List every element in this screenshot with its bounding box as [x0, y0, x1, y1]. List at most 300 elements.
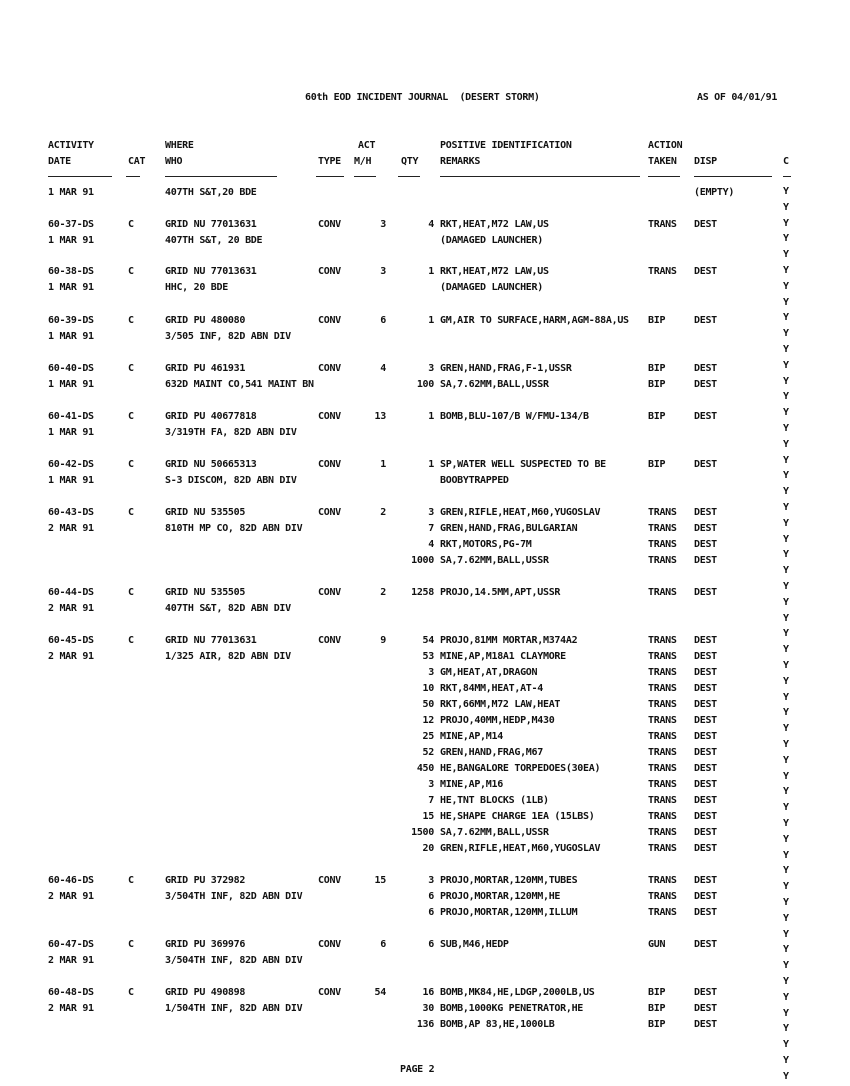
- disposition: DEST: [694, 763, 717, 774]
- item-quantity: 54: [422, 635, 434, 646]
- item-description: BOMB,BLU-107/B W/FMU-134/B: [440, 411, 589, 422]
- man-hours: 15: [374, 875, 386, 886]
- confirmation-mark: Y: [783, 849, 789, 861]
- category: C: [128, 987, 134, 998]
- grid-location: GRID PU 490898: [165, 987, 246, 998]
- item-description: RKT,MOTORS,PG-7M: [440, 539, 532, 550]
- item-description: GREN,HAND,FRAG,F-1,USSR: [440, 363, 572, 374]
- activity-id: 60-46-DS: [48, 875, 94, 886]
- confirmation-mark: Y: [783, 786, 789, 798]
- category: C: [128, 411, 134, 422]
- item-description: HE,SHAPE CHARGE 1EA (15LBS): [440, 811, 595, 822]
- col-act: ACT: [358, 140, 376, 151]
- confirmation-mark: Y: [783, 865, 789, 877]
- item-description: RKT,HEAT,M72 LAW,US: [440, 219, 549, 230]
- item-quantity: 16: [422, 987, 434, 998]
- incident-type: CONV: [318, 411, 341, 422]
- disposition: DEST: [694, 731, 717, 742]
- confirmation-mark: Y: [783, 644, 789, 656]
- activity-id: 60-48-DS: [48, 987, 94, 998]
- action-taken: TRANS: [648, 635, 677, 646]
- activity-date: 1 MAR 91: [48, 235, 94, 246]
- item-description: HE,BANGALORE TORPEDOES(30EA): [440, 763, 601, 774]
- action-taken: TRANS: [648, 747, 677, 758]
- item-quantity: 30: [422, 1003, 434, 1014]
- rule: [440, 176, 640, 177]
- activity-date: 1 MAR 91: [48, 427, 94, 438]
- action-taken: TRANS: [648, 763, 677, 774]
- incident-type: CONV: [318, 987, 341, 998]
- incident-type: CONV: [318, 875, 341, 886]
- action-taken: BIP: [648, 411, 666, 422]
- item-description: GREN,RIFLE,HEAT,M60,YUGOSLAV: [440, 843, 601, 854]
- item-description: PROJO,81MM MORTAR,M374A2: [440, 635, 578, 646]
- item-quantity: 6: [428, 907, 434, 918]
- item-quantity: 20: [422, 843, 434, 854]
- incident-type: CONV: [318, 635, 341, 646]
- activity-id: 60-44-DS: [48, 587, 94, 598]
- action-taken: TRANS: [648, 523, 677, 534]
- man-hours: 1: [380, 459, 386, 470]
- disposition: DEST: [694, 715, 717, 726]
- confirmation-mark: Y: [783, 359, 789, 371]
- unit-who: 632D MAINT CO,541 MAINT BN: [165, 379, 314, 390]
- disposition: (EMPTY): [694, 187, 735, 198]
- item-quantity: 1258: [411, 587, 434, 598]
- activity-date: 2 MAR 91: [48, 1003, 94, 1014]
- activity-date: 1 MAR 91: [48, 475, 94, 486]
- activity-id: 60-40-DS: [48, 363, 94, 374]
- grid-location: GRID NU 50665313: [165, 459, 257, 470]
- unit-who: 407TH S&T, 82D ABN DIV: [165, 603, 291, 614]
- item-quantity: 136: [416, 1019, 434, 1030]
- action-taken: BIP: [648, 315, 666, 326]
- confirmation-mark: Y: [783, 754, 789, 766]
- category: C: [128, 875, 134, 886]
- unit-who: 407TH S&T, 20 BDE: [165, 235, 263, 246]
- disposition: DEST: [694, 507, 717, 518]
- item-description: RKT,HEAT,M72 LAW,US: [440, 266, 549, 277]
- disposition: DEST: [694, 683, 717, 694]
- item-description: PROJO,MORTAR,120MM,ILLUM: [440, 907, 578, 918]
- grid-location: GRID NU 535505: [165, 587, 246, 598]
- confirmation-mark: Y: [783, 723, 789, 735]
- action-taken: BIP: [648, 987, 666, 998]
- item-quantity: 6: [428, 939, 434, 950]
- item-quantity: 25: [422, 731, 434, 742]
- item-quantity: 7: [428, 795, 434, 806]
- unit-who: 3/505 INF, 82D ABN DIV: [165, 331, 291, 342]
- confirmation-mark: Y: [783, 265, 789, 276]
- item-description: SA,7.62MM,BALL,USSR: [440, 827, 549, 838]
- activity-id: 60-37-DS: [48, 219, 94, 230]
- action-taken: TRANS: [648, 651, 677, 662]
- confirmation-mark: Y: [783, 818, 789, 829]
- activity-id: 60-41-DS: [48, 411, 94, 422]
- item-description: PROJO,MORTAR,120MM,HE: [440, 891, 561, 902]
- action-taken: TRANS: [648, 555, 677, 566]
- unit-who: HHC, 20 BDE: [165, 282, 228, 293]
- action-taken: TRANS: [648, 715, 677, 726]
- disposition: DEST: [694, 459, 717, 470]
- confirmation-mark: Y: [783, 438, 789, 450]
- disposition: DEST: [694, 651, 717, 662]
- item-quantity: 3: [428, 875, 434, 886]
- col-activity: ACTIVITY: [48, 140, 94, 151]
- action-taken: TRANS: [648, 667, 677, 678]
- confirmation-mark: Y: [783, 944, 789, 956]
- item-quantity: 1: [428, 411, 434, 422]
- confirmation-mark: Y: [783, 1007, 789, 1019]
- item-quantity: 3: [428, 667, 434, 678]
- item-quantity: 4: [428, 219, 434, 230]
- action-taken: TRANS: [648, 266, 677, 277]
- action-taken: TRANS: [648, 539, 677, 550]
- grid-location: GRID PU 372982: [165, 875, 246, 886]
- page-title: 60th EOD INCIDENT JOURNAL (DESERT STORM): [305, 92, 540, 103]
- item-description: GREN,RIFLE,HEAT,M60,YUGOSLAV: [440, 507, 601, 518]
- item-description: BOMB,AP 83,HE,1000LB: [440, 1019, 555, 1030]
- man-hours: 2: [380, 587, 386, 598]
- action-taken: TRANS: [648, 907, 677, 918]
- confirmation-mark: Y: [783, 1055, 789, 1066]
- col-date: DATE: [48, 156, 71, 167]
- item-description: GREN,HAND,FRAG,M67: [440, 747, 543, 758]
- confirmation-mark: Y: [783, 707, 789, 719]
- item-quantity: 3: [428, 507, 434, 518]
- category: C: [128, 939, 134, 950]
- confirmation-mark: Y: [783, 423, 789, 434]
- item-description: HE,TNT BLOCKS (1LB): [440, 795, 549, 806]
- disposition: DEST: [694, 379, 717, 390]
- confirmation-mark: Y: [783, 533, 789, 545]
- man-hours: 6: [380, 315, 386, 326]
- confirmation-mark: Y: [783, 691, 789, 703]
- category: C: [128, 507, 134, 518]
- confirmation-mark: Y: [783, 565, 789, 577]
- grid-location: GRID NU 77013631: [165, 266, 257, 277]
- item-description: GM,HEAT,AT,DRAGON: [440, 667, 538, 678]
- confirmation-mark: Y: [783, 344, 789, 355]
- grid-location: GRID NU 535505: [165, 507, 246, 518]
- confirmation-mark: Y: [783, 881, 789, 893]
- confirmation-mark: Y: [783, 675, 789, 687]
- action-taken: TRANS: [648, 683, 677, 694]
- grid-location: 407TH S&T,20 BDE: [165, 187, 257, 198]
- confirmation-mark: Y: [783, 312, 789, 324]
- category: C: [128, 363, 134, 374]
- item-description: PROJO,14.5MM,APT,USSR: [440, 587, 561, 598]
- item-quantity: 53: [422, 651, 434, 662]
- item-quantity: 3: [428, 779, 434, 790]
- disposition: DEST: [694, 635, 717, 646]
- item-quantity: 10: [422, 683, 434, 694]
- col-mh: M/H: [354, 156, 372, 167]
- item-description: MINE,AP,M14: [440, 731, 503, 742]
- confirmation-mark: Y: [783, 296, 789, 308]
- unit-who: 810TH MP CO, 82D ABN DIV: [165, 523, 303, 534]
- disposition: DEST: [694, 1003, 717, 1014]
- confirmation-mark: Y: [783, 233, 789, 245]
- confirmation-mark: Y: [783, 502, 789, 513]
- action-taken: TRANS: [648, 795, 677, 806]
- item-description: SUB,M46,HEDP: [440, 939, 509, 950]
- activity-date: 1 MAR 91: [48, 187, 94, 198]
- rule: [694, 176, 772, 177]
- category: C: [128, 635, 134, 646]
- disposition: DEST: [694, 219, 717, 230]
- item-description: PROJO,MORTAR,120MM,TUBES: [440, 875, 578, 886]
- action-taken: TRANS: [648, 843, 677, 854]
- item-quantity: 7: [428, 523, 434, 534]
- man-hours: 6: [380, 939, 386, 950]
- incident-type: CONV: [318, 507, 341, 518]
- confirmation-mark: Y: [783, 596, 789, 608]
- col-taken: TAKEN: [648, 156, 677, 167]
- item-description: GREN,HAND,FRAG,BULGARIAN: [440, 523, 578, 534]
- activity-date: 1 MAR 91: [48, 282, 94, 293]
- rule: [165, 176, 277, 177]
- confirmation-mark: Y: [783, 391, 789, 403]
- incident-type: CONV: [318, 459, 341, 470]
- action-taken: TRANS: [648, 587, 677, 598]
- disposition: DEST: [694, 266, 717, 277]
- category: C: [128, 459, 134, 470]
- unit-who: 3/319TH FA, 82D ABN DIV: [165, 427, 297, 438]
- action-taken: TRANS: [648, 731, 677, 742]
- grid-location: GRID NU 77013631: [165, 635, 257, 646]
- grid-location: GRID PU 461931: [165, 363, 246, 374]
- item-quantity: 1: [428, 315, 434, 326]
- grid-location: GRID PU 369976: [165, 939, 246, 950]
- col-remarks: REMARKS: [440, 156, 481, 167]
- item-quantity: 4: [428, 539, 434, 550]
- disposition: DEST: [694, 363, 717, 374]
- man-hours: 4: [380, 363, 386, 374]
- confirmation-mark: Y: [783, 833, 789, 845]
- disposition: DEST: [694, 315, 717, 326]
- disposition: DEST: [694, 843, 717, 854]
- action-taken: BIP: [648, 379, 666, 390]
- category: C: [128, 266, 134, 277]
- disposition: DEST: [694, 827, 717, 838]
- rule: [48, 176, 112, 177]
- confirmation-mark: Y: [783, 249, 789, 261]
- activity-id: 60-42-DS: [48, 459, 94, 470]
- col-type: TYPE: [318, 156, 341, 167]
- action-taken: BIP: [648, 1019, 666, 1030]
- disposition: DEST: [694, 891, 717, 902]
- action-taken: TRANS: [648, 779, 677, 790]
- item-description: (DAMAGED LAUNCHER): [440, 282, 543, 293]
- activity-id: 60-45-DS: [48, 635, 94, 646]
- item-quantity: 6: [428, 891, 434, 902]
- action-taken: TRANS: [648, 219, 677, 230]
- disposition: DEST: [694, 699, 717, 710]
- item-description: RKT,66MM,M72 LAW,HEAT: [440, 699, 561, 710]
- action-taken: TRANS: [648, 827, 677, 838]
- incident-type: CONV: [318, 266, 341, 277]
- disposition: DEST: [694, 779, 717, 790]
- disposition: DEST: [694, 587, 717, 598]
- item-quantity: 1500: [411, 827, 434, 838]
- as-of-date: AS OF 04/01/91: [697, 92, 778, 103]
- grid-location: GRID NU 77013631: [165, 219, 257, 230]
- page-number: PAGE 2: [400, 1064, 435, 1075]
- confirmation-mark: Y: [783, 802, 789, 814]
- confirmation-mark: Y: [783, 960, 789, 972]
- rule: [316, 176, 344, 177]
- confirmation-mark: Y: [783, 770, 789, 782]
- activity-date: 2 MAR 91: [48, 955, 94, 966]
- confirmation-mark: Y: [783, 1023, 789, 1035]
- col-cat: CAT: [128, 156, 146, 167]
- item-quantity: 52: [422, 747, 434, 758]
- confirmation-mark: Y: [783, 976, 789, 987]
- unit-who: 1/504TH INF, 82D ABN DIV: [165, 1003, 303, 1014]
- item-quantity: 12: [422, 715, 434, 726]
- item-quantity: 1: [428, 266, 434, 277]
- action-taken: GUN: [648, 939, 666, 950]
- item-quantity: 450: [416, 763, 434, 774]
- confirmation-mark: Y: [783, 581, 789, 592]
- item-description: BOMB,MK84,HE,LDGP,2000LB,US: [440, 987, 595, 998]
- grid-location: GRID PU 40677818: [165, 411, 257, 422]
- man-hours: 2: [380, 507, 386, 518]
- confirmation-mark: Y: [783, 1039, 789, 1051]
- incident-type: CONV: [318, 315, 341, 326]
- confirmation-mark: Y: [783, 628, 789, 640]
- item-description: (DAMAGED LAUNCHER): [440, 235, 543, 246]
- confirmation-mark: Y: [783, 612, 789, 624]
- disposition: DEST: [694, 939, 717, 950]
- rule: [398, 176, 420, 177]
- col-qty: QTY: [401, 156, 419, 167]
- activity-date: 2 MAR 91: [48, 523, 94, 534]
- item-quantity: 3: [428, 363, 434, 374]
- disposition: DEST: [694, 555, 717, 566]
- category: C: [128, 315, 134, 326]
- item-quantity: 15: [422, 811, 434, 822]
- confirmation-mark: Y: [783, 375, 789, 387]
- rule: [126, 176, 140, 177]
- man-hours: 3: [380, 266, 386, 277]
- confirmation-mark: Y: [783, 470, 789, 482]
- disposition: DEST: [694, 747, 717, 758]
- unit-who: 3/504TH INF, 82D ABN DIV: [165, 891, 303, 902]
- action-taken: TRANS: [648, 811, 677, 822]
- col-disp: DISP: [694, 156, 717, 167]
- confirmation-mark: Y: [783, 486, 789, 498]
- activity-date: 1 MAR 91: [48, 331, 94, 342]
- incident-type: CONV: [318, 363, 341, 374]
- rule: [783, 176, 791, 177]
- col-action: ACTION: [648, 140, 683, 151]
- man-hours: 9: [380, 635, 386, 646]
- disposition: DEST: [694, 811, 717, 822]
- activity-date: 2 MAR 91: [48, 891, 94, 902]
- confirmation-mark: Y: [783, 186, 789, 197]
- action-taken: TRANS: [648, 699, 677, 710]
- confirmation-mark: Y: [783, 217, 789, 229]
- item-description: RKT,84MM,HEAT,AT-4: [440, 683, 543, 694]
- category: C: [128, 587, 134, 598]
- confirmation-mark: Y: [783, 739, 789, 750]
- confirmation-mark: Y: [783, 407, 789, 419]
- col-who: WHO: [165, 156, 183, 167]
- col-where: WHERE: [165, 140, 194, 151]
- item-description: SP,WATER WELL SUSPECTED TO BE: [440, 459, 606, 470]
- rule: [648, 176, 680, 177]
- action-taken: BIP: [648, 1003, 666, 1014]
- activity-date: 1 MAR 91: [48, 379, 94, 390]
- confirmation-mark: Y: [783, 1070, 789, 1082]
- action-taken: TRANS: [648, 875, 677, 886]
- item-description: BOMB,1000KG PENETRATOR,HE: [440, 1003, 584, 1014]
- disposition: DEST: [694, 667, 717, 678]
- item-description: MINE,AP,M18A1 CLAYMORE: [440, 651, 566, 662]
- confirmation-mark: Y: [783, 517, 789, 529]
- item-description: SA,7.62MM,BALL,USSR: [440, 379, 549, 390]
- disposition: DEST: [694, 411, 717, 422]
- confirmation-mark: Y: [783, 991, 789, 1003]
- incident-type: CONV: [318, 219, 341, 230]
- disposition: DEST: [694, 1019, 717, 1030]
- confirmation-mark: Y: [783, 280, 789, 292]
- grid-location: GRID PU 480080: [165, 315, 246, 326]
- item-quantity: 1: [428, 459, 434, 470]
- disposition: DEST: [694, 907, 717, 918]
- action-taken: TRANS: [648, 507, 677, 518]
- confirmation-mark: Y: [783, 912, 789, 924]
- action-taken: BIP: [648, 363, 666, 374]
- confirmation-mark: Y: [783, 928, 789, 940]
- disposition: DEST: [694, 795, 717, 806]
- man-hours: 54: [374, 987, 386, 998]
- item-description: GM,AIR TO SURFACE,HARM,AGM-88A,US: [440, 315, 629, 326]
- unit-who: S-3 DISCOM, 82D ABN DIV: [165, 475, 297, 486]
- unit-who: 1/325 AIR, 82D ABN DIV: [165, 651, 291, 662]
- col-positive-id: POSITIVE IDENTIFICATION: [440, 140, 572, 151]
- incident-type: CONV: [318, 939, 341, 950]
- disposition: DEST: [694, 539, 717, 550]
- col-c: C: [783, 156, 789, 167]
- activity-id: 60-38-DS: [48, 266, 94, 277]
- disposition: DEST: [694, 875, 717, 886]
- category: C: [128, 219, 134, 230]
- activity-id: 60-43-DS: [48, 507, 94, 518]
- item-description: PROJO,40MM,HEDP,M430: [440, 715, 555, 726]
- activity-date: 2 MAR 91: [48, 651, 94, 662]
- action-taken: BIP: [648, 459, 666, 470]
- activity-id: 60-39-DS: [48, 315, 94, 326]
- item-quantity: 1000: [411, 555, 434, 566]
- item-description: SA,7.62MM,BALL,USSR: [440, 555, 549, 566]
- confirmation-mark: Y: [783, 328, 789, 340]
- man-hours: 3: [380, 219, 386, 230]
- disposition: DEST: [694, 987, 717, 998]
- confirmation-mark: Y: [783, 897, 789, 908]
- disposition: DEST: [694, 523, 717, 534]
- rule: [354, 176, 376, 177]
- item-description: BOOBYTRAPPED: [440, 475, 509, 486]
- confirmation-mark: Y: [783, 549, 789, 561]
- incident-type: CONV: [318, 587, 341, 598]
- item-quantity: 50: [422, 699, 434, 710]
- activity-id: 60-47-DS: [48, 939, 94, 950]
- activity-date: 2 MAR 91: [48, 603, 94, 614]
- confirmation-mark: Y: [783, 454, 789, 466]
